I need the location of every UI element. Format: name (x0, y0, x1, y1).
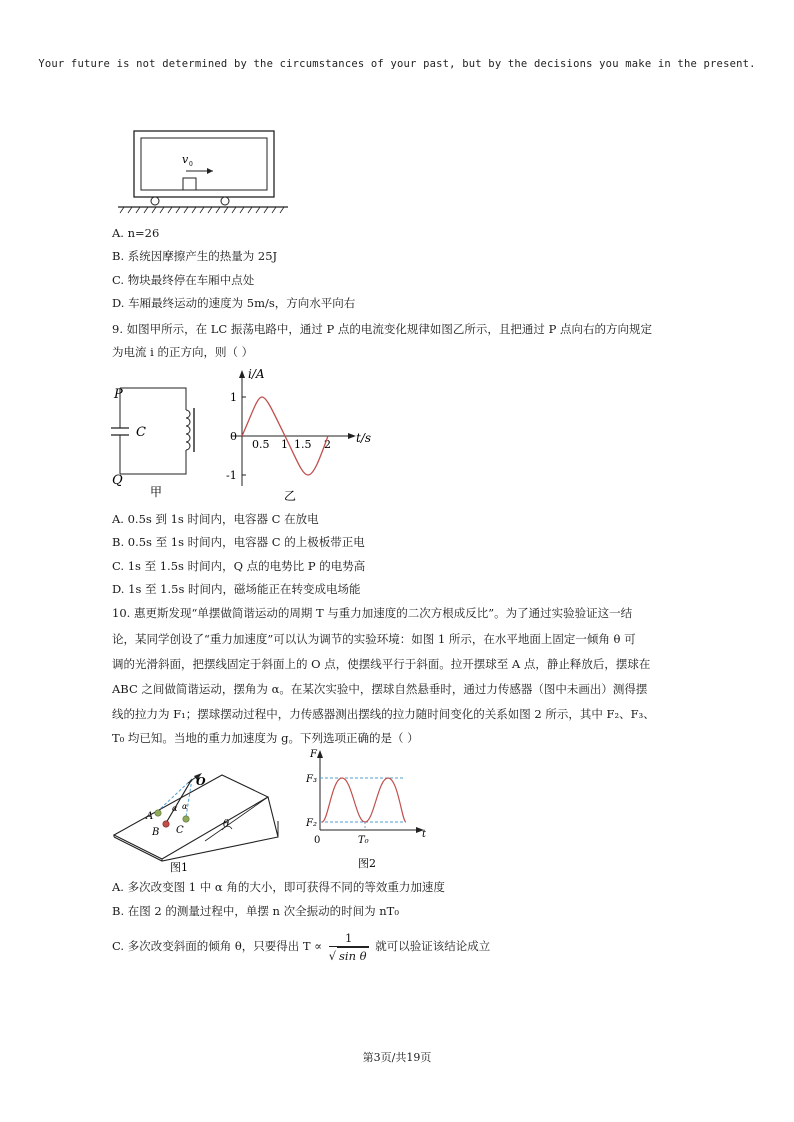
point-q-label: Q (112, 473, 123, 488)
y-tick-1: 1 (230, 391, 237, 404)
q10-stem-line4: ABC 之间做简谐运动，摆角为 α。在某次实验中，摆球自然悬垂时，通过力传感器（图中未画出）测得摆 (112, 682, 648, 696)
q8-option-c: C. 物块最终停在车厢中点处 (112, 273, 255, 287)
x-tick-2: 2 (324, 438, 331, 451)
q10-option-a: A. 多次改变图 1 中 α 角的大小，即可获得不同的等效重力加速度 (112, 880, 445, 894)
y-tick-neg1: -1 (226, 469, 237, 482)
q10-stem-line2: 论，某同学创设了“重力加速度”可以认为调节的实验环境：如图 1 所示，在水平地面上固定一倾角 θ 可 (112, 632, 636, 646)
q10-stem-line5: 线的拉力为 F₁；摆球摆动过程中，力传感器测出摆线的拉力随时间变化的关系如图 2 所示，其中 F₂、F₃、 (112, 707, 655, 721)
point-c-label: C (176, 825, 184, 836)
q10-stem-line6: T₀ 均已知。当地的重力加速度为 g。下列选项正确的是（ ） (112, 731, 419, 745)
fig2-caption: 图2 (358, 857, 376, 870)
t-axis-label: t (422, 829, 427, 840)
f-axis-label: F (310, 749, 317, 760)
tension-curve (322, 778, 406, 822)
q10-option-c-prefix: C. 多次改变斜面的倾角 θ，只要得出 T ∝ (112, 939, 323, 953)
fraction-denominator: √ sin θ (328, 948, 367, 963)
q10-option-c-suffix: 就可以验证该结论成立 (375, 939, 491, 953)
alpha-label-left: α (172, 804, 178, 813)
q9-stem-line2: 为电流 i 的正方向，则（ ） (112, 345, 254, 359)
point-p-label: P (114, 387, 123, 402)
q9-option-b: B. 0.5s 至 1s 时间内，电容器 C 的上极板带正电 (112, 535, 365, 549)
y-axis-label: i/A (248, 367, 265, 381)
q8-option-d: D. 车厢最终运动的速度为 5m/s，方向水平向右 (112, 296, 356, 310)
graph-caption: 乙 (284, 489, 297, 503)
capacitor-label: C (136, 425, 146, 440)
velocity-subscript: 0 (189, 161, 193, 168)
origin-label: 0 (314, 835, 321, 846)
point-a-label: A (146, 811, 154, 822)
x-tick-0-5: 0.5 (252, 438, 270, 451)
fraction-numerator: 1 (329, 931, 369, 947)
q8-option-a: A. n=26 (112, 226, 160, 240)
sin-fraction (329, 931, 369, 964)
q8-option-b: B. 系统因摩擦产生的热量为 25J (112, 249, 278, 263)
current-time-graph (222, 366, 382, 506)
incline-pendulum-figure (110, 755, 290, 875)
x-tick-1-5: 1.5 (294, 438, 312, 451)
q10-stem-line1: 10. 惠更斯发现“单摆做简谐运动的周期 T 与重力加速度的二次方根成反比”。为了通过实验验证这一结 (112, 606, 633, 620)
t0-label: T₀ (358, 835, 369, 846)
q10-stem-line3: 调的光滑斜面，把摆线固定于斜面上的 O 点，使摆线平行于斜面。拉开摆球至 A 点，静止释放后，摆球在 (112, 657, 651, 671)
q9-stem-line1: 9. 如图甲所示，在 LC 振荡电路中，通过 P 点的电流变化规律如图乙所示，且把通过 P 点向右的方向规定 (112, 322, 652, 336)
q9-option-c: C. 1s 至 1.5s 时间内，Q 点的电势比 P 的电势高 (112, 559, 366, 573)
velocity-label: v (182, 153, 189, 166)
force-time-graph (300, 745, 435, 875)
point-o-label: O (196, 775, 206, 788)
page-header-motto: Your future is not determined by the circumstances of your past, but by the decisions you make in the present. (38, 58, 756, 70)
f3-label: F₃ (306, 774, 317, 785)
x-axis-label: t/s (356, 431, 372, 445)
railcar-figure (110, 125, 295, 217)
page-number: 第3页/共19页 (362, 1051, 432, 1064)
lc-circuit-figure (108, 370, 208, 505)
point-b-label: B (152, 827, 160, 838)
q10-option-b: B. 在图 2 的测量过程中，单摆 n 次全振动的时间为 nT₀ (112, 904, 399, 918)
circuit-caption: 甲 (150, 485, 163, 499)
fig1-caption: 图1 (170, 861, 188, 874)
q9-option-a: A. 0.5s 到 1s 时间内，电容器 C 在放电 (112, 512, 319, 526)
q10-option-c (112, 928, 490, 964)
f2-label: F₂ (306, 818, 317, 829)
theta-label: θ (223, 819, 230, 830)
y-tick-0: 0 (230, 430, 237, 443)
q9-option-d: D. 1s 至 1.5s 时间内，磁场能正在转变成电场能 (112, 582, 361, 596)
alpha-label-right: α (182, 802, 188, 811)
x-tick-1: 1 (281, 438, 288, 451)
